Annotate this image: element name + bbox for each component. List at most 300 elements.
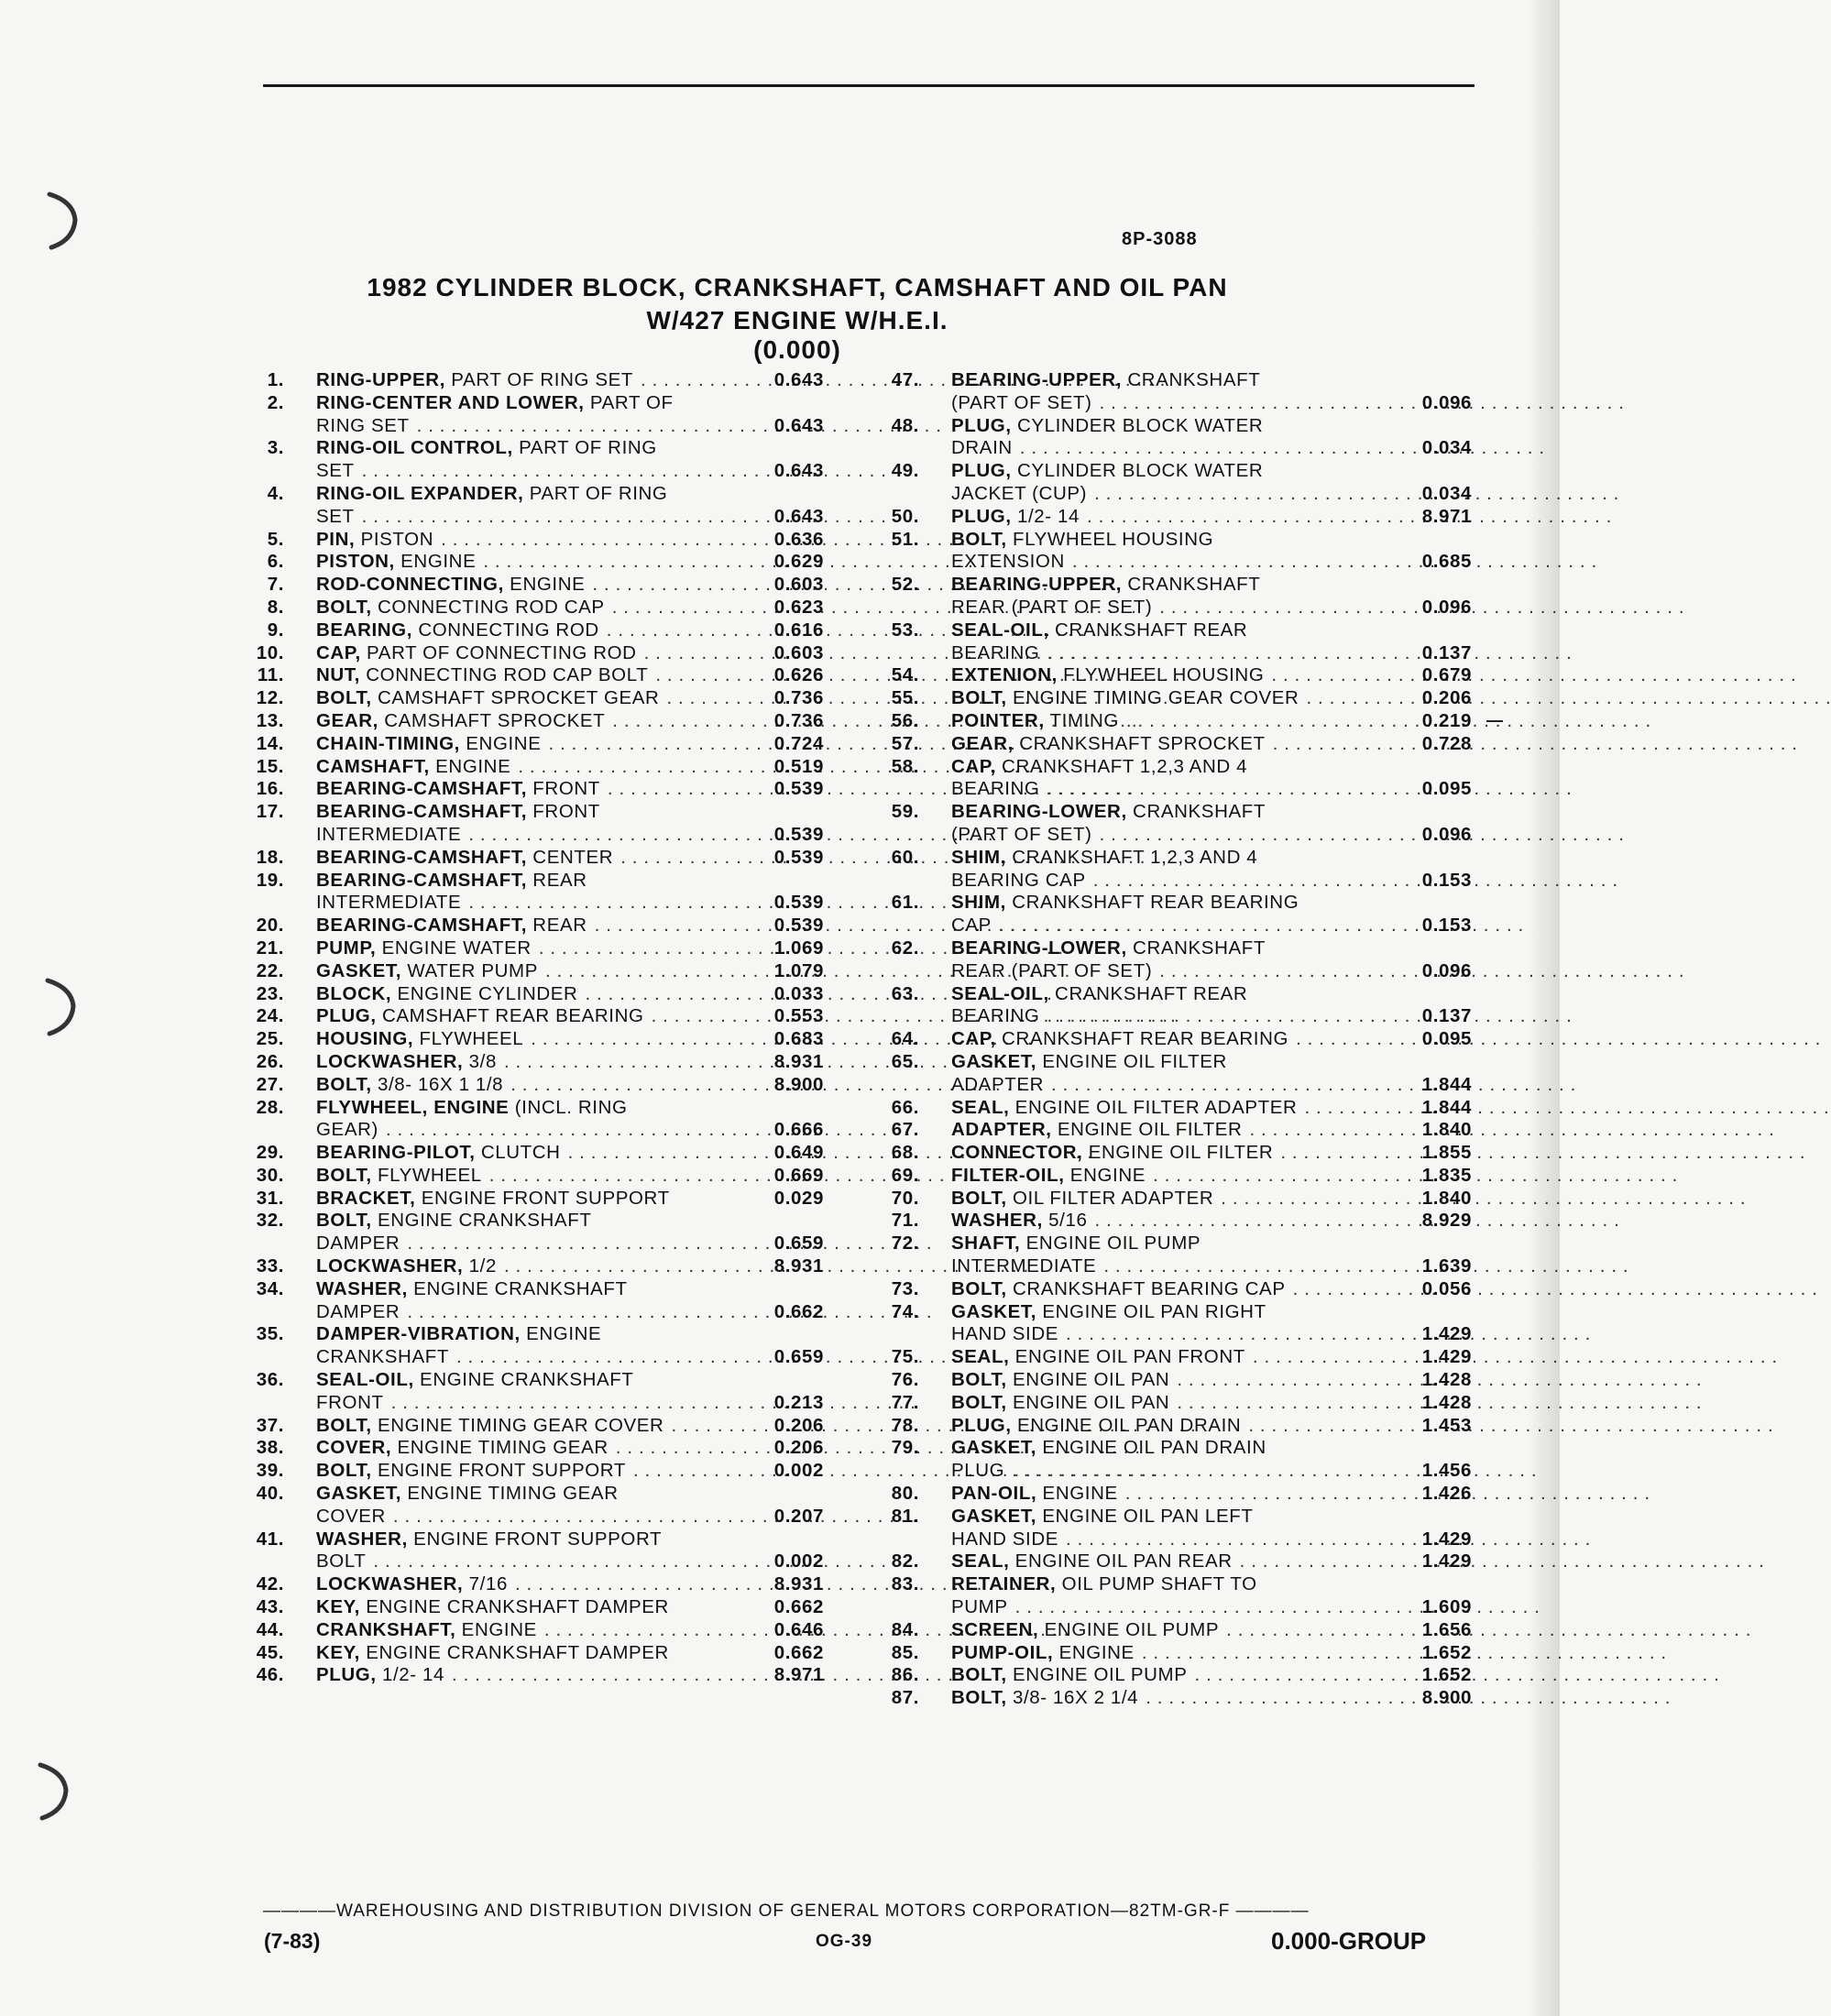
dot-leader [407,1301,932,1324]
item-part-detail: GEAR) [316,1119,378,1141]
parts-list-line [249,483,824,506]
item-part-name: BLOCK, [316,982,392,1004]
item-part-detail: PART OF CONNECTING ROD [360,641,637,663]
item-description [951,1142,1273,1165]
parts-list-item [884,1301,1472,1347]
parts-list-line [249,415,824,438]
item-group-number: 0.096 [1421,823,1472,845]
item-group-number: 1.844 [1421,1096,1472,1118]
item-number: 72. [891,1233,919,1255]
item-number: 78. [891,1414,919,1436]
parts-list-item [884,1619,1472,1642]
item-description [316,460,355,483]
item-number: 43. [256,1596,284,1618]
item-part-detail: 5/16 [1042,1210,1088,1232]
parts-list-line [249,937,824,960]
item-description [951,437,1013,460]
parts-list-item [884,1278,1472,1301]
parts-list-line [249,1369,824,1392]
item-number: 4. [267,482,284,504]
binder-hole-bottom [37,1759,71,1822]
parts-list-line [249,551,824,574]
item-number: 52. [891,574,919,596]
item-group-number: 0.002 [773,1460,824,1482]
item-description [951,1051,1227,1074]
item-group-number: 8.931 [773,1050,824,1072]
item-part-detail: CRANKSHAFT REAR BEARING [1005,892,1299,914]
item-part-name: PLUG, [951,505,1012,527]
document-number: 8P-3088 [1122,229,1198,249]
item-description [951,483,1087,506]
item-description [316,1550,366,1573]
item-description [316,1278,628,1301]
item-number: 25. [256,1028,284,1050]
item-description [951,1415,1241,1438]
parts-list-item [249,1278,824,1324]
item-number: 56. [891,709,919,731]
item-number: 8. [267,596,284,618]
item-part-name: BOLT, [316,1210,372,1232]
parts-list-line [884,870,1472,893]
item-group-number: 0.034 [1421,482,1472,504]
parts-list-item [249,1415,824,1438]
item-part-detail: ENGINE TIMING GEAR COVER [1006,687,1299,709]
parts-list-line [249,915,824,937]
parts-list-line [884,824,1472,847]
parts-list-line [884,529,1472,552]
dot-leader [1066,1528,1591,1551]
parts-list-item [884,369,1472,415]
parts-list-line [249,1596,824,1619]
parts-list-item [249,1097,824,1143]
parts-list-line [884,597,1472,619]
item-description [951,915,992,937]
item-group-number: 0.553 [773,1005,824,1027]
parts-list-item [249,1255,824,1278]
item-group-number: 1.429 [1421,1550,1472,1572]
parts-list-item [249,529,824,552]
item-part-name: SCREEN, [951,1618,1039,1640]
item-part-detail: CAP [951,915,992,937]
parts-list-line [884,687,1472,710]
parts-list-item [884,1028,1472,1051]
parts-list-line [884,710,1472,733]
item-number: 76. [891,1369,919,1391]
item-group-number: 0.736 [773,687,824,709]
item-part-detail: ENGINE [520,1323,602,1345]
item-group-number: 0.643 [773,460,824,482]
item-part-detail: ENGINE OIL FILTER [1082,1142,1274,1164]
parts-list-line [884,733,1472,756]
item-description [951,1346,1245,1369]
item-part-detail: ENGINE [459,732,542,754]
item-number: 18. [256,846,284,868]
item-part-name: BOLT, [316,1073,372,1095]
parts-list-line [249,756,824,779]
item-description [951,1483,1118,1506]
item-number: 73. [891,1277,919,1299]
item-description [316,1573,508,1596]
parts-list-line [249,574,824,597]
item-part-detail: ENGINE [503,574,586,596]
item-part-detail: ENGINE CRANKSHAFT [413,1369,634,1391]
item-part-detail: DAMPER [316,1233,400,1255]
item-description [316,915,587,937]
item-part-name: BOLT, [951,1187,1007,1209]
item-number: 84. [891,1618,919,1640]
dot-leader [1047,642,1572,665]
item-description [316,1460,626,1483]
item-group-number: 0.002 [773,1550,824,1572]
item-description [316,1301,400,1324]
item-description [951,642,1039,665]
item-description [316,1528,662,1551]
parts-list-line [249,1165,824,1188]
item-group-number: 0.206 [773,1437,824,1459]
parts-list-line [249,392,824,415]
item-group-number: 1.652 [1421,1641,1472,1663]
parts-list-item [249,710,824,733]
item-group-number: 0.669 [773,1164,824,1186]
footer-page-number: OG-39 [816,1932,873,1951]
item-group-number: 0.096 [1421,596,1472,618]
item-part-detail: CRANKSHAFT REAR [1048,982,1248,1004]
item-description [951,1165,1146,1188]
item-description [951,1119,1242,1142]
parts-list-line [249,1028,824,1051]
item-number: 49. [891,460,919,482]
item-description [316,483,667,506]
item-part-name: BEARING-UPPER, [951,369,1123,390]
parts-list-line [249,460,824,483]
item-description [316,1437,609,1460]
item-part-name: CAP, [951,1028,996,1050]
item-number: 26. [256,1050,284,1072]
parts-list-line [884,460,1472,483]
item-part-detail: CRANKSHAFT [1126,937,1266,959]
footer-group: 0.000-GROUP [1271,1927,1427,1955]
item-part-detail: HAND SIDE [951,1323,1059,1345]
item-description [951,1074,1044,1097]
item-group-number: 0.603 [773,574,824,596]
item-group-number: 0.034 [1421,437,1472,459]
item-part-detail: FLYWHEEL HOUSING [1057,664,1265,686]
parts-list-line [884,1460,1472,1483]
item-group-number: 8.929 [1421,1210,1472,1232]
item-part-detail: CONNECTING ROD [412,619,599,641]
dot-leader [1093,870,1618,893]
parts-list-item [249,551,824,574]
item-part-name: PLUG, [316,1005,377,1027]
item-description [316,1642,669,1665]
item-part-detail: ENGINE OIL PAN LEFT [1036,1505,1254,1527]
parts-list-line [884,892,1472,915]
parts-list-line [249,506,824,529]
item-part-name: EXTENION, [951,664,1058,686]
item-number: 6. [267,551,284,573]
parts-list-item [249,1165,824,1188]
parts-list-line [249,1301,824,1324]
parts-list-item [249,1573,824,1596]
item-part-name: WASHER, [316,1528,408,1550]
item-part-detail: BOLT [316,1550,367,1572]
parts-list-item [884,1188,1472,1211]
parts-list-line [249,687,824,710]
item-part-detail: INTERMEDIATE [316,823,462,845]
item-description [316,551,476,574]
item-part-name: GASKET, [951,1437,1037,1459]
item-part-name: HOUSING, [316,1028,414,1050]
parts-list-item [884,1051,1472,1097]
item-description [316,1142,561,1165]
item-part-name: FILTER-OIL, [951,1164,1065,1186]
item-number: 68. [891,1142,919,1164]
item-part-detail: RING SET [316,414,410,436]
item-part-detail: 1/2 [463,1255,497,1277]
item-part-detail: ENGINE OIL PUMP [1038,1618,1220,1640]
item-description [951,1573,1257,1596]
item-part-detail: ENGINE OIL FILTER ADAPTER [1009,1096,1298,1118]
parts-list-item [884,506,1472,529]
item-group-number: 0.659 [773,1233,824,1255]
item-part-detail: REAR (PART OF SET) [951,959,1153,981]
item-part-name: PLUG, [951,1414,1012,1436]
parts-list-line [884,1687,1472,1710]
item-description [951,1460,1004,1483]
item-description [316,983,577,1006]
item-description [316,1619,537,1642]
item-description [951,1188,1213,1211]
item-description [951,847,1257,870]
item-number: 24. [256,1005,284,1027]
item-number: 13. [256,709,284,731]
item-group-number: 0.659 [773,1346,824,1368]
item-part-detail: (PART OF SET) [951,823,1092,845]
item-number: 12. [256,687,284,709]
item-description [951,687,1299,710]
item-part-detail: PART OF RING [523,482,668,504]
item-part-name: CHAIN-TIMING, [316,732,460,754]
item-group-number: 8.900 [773,1073,824,1095]
item-number: 82. [891,1550,919,1572]
parts-list-item [884,1233,1472,1278]
item-group-number: 0.629 [773,551,824,573]
item-part-detail: ENGINE OIL PAN REAR [1009,1550,1233,1572]
parts-list-item [249,960,824,983]
parts-list-line [249,1233,824,1255]
footer-date: (7-83) [264,1929,321,1953]
item-group-number: 0.666 [773,1119,824,1141]
item-description [951,1233,1201,1255]
item-description [316,847,613,870]
item-number: 41. [256,1528,284,1550]
dot-leader [417,415,942,438]
item-part-detail: ENGINE [429,755,511,777]
item-description [951,1301,1266,1324]
item-part-detail: ENGINE CRANKSHAFT [371,1210,592,1232]
item-group-number: 0.056 [1421,1277,1472,1299]
item-group-number: 0.137 [1421,1005,1472,1027]
item-number: 61. [891,892,919,914]
item-part-name: GASKET, [951,1300,1037,1322]
item-number: 31. [256,1187,284,1209]
parts-list-line [884,1369,1472,1392]
item-description [316,1369,634,1392]
parts-list-line [884,937,1472,960]
item-part-name: RING-OIL EXPANDER, [316,482,524,504]
item-part-detail: BEARING CAP [951,869,1086,891]
parts-list-line [249,437,824,460]
item-number: 63. [891,982,919,1004]
item-group-number: 0.643 [773,414,824,436]
item-description [951,369,1260,392]
item-description [316,1483,619,1506]
item-group-number: 0.643 [773,369,824,390]
item-part-detail: ENGINE OIL PUMP [1006,1664,1188,1686]
item-description [951,619,1247,642]
item-group-number: 0.033 [773,982,824,1004]
item-group-number: 0.095 [1421,1028,1472,1050]
parts-list-item [884,664,1472,687]
parts-list-item [249,983,824,1006]
item-part-detail: PISTON [355,528,434,550]
item-part-detail: JACKET (CUP) [951,482,1088,504]
parts-list-item [884,1573,1472,1619]
parts-list-line [884,983,1472,1006]
item-description [951,529,1213,552]
item-number: 58. [891,755,919,777]
item-part-detail: INTERMEDIATE [316,892,462,914]
dot-leader [1271,664,1796,687]
item-part-detail: 3/8- 16X 1 1/8 [371,1073,504,1095]
item-group-number: 0.679 [1421,664,1472,686]
item-part-name: BEARING-CAMSHAFT, [316,915,527,937]
item-part-detail: REAR (PART OF SET) [951,596,1153,618]
item-description [316,1005,644,1028]
parts-list-line [249,847,824,870]
item-part-detail: ENGINE [394,551,477,573]
parts-list-line [249,1210,824,1233]
item-part-detail: ENGINE OIL PAN RIGHT [1036,1300,1266,1322]
item-part-name: CRANKSHAFT, [316,1618,456,1640]
item-part-detail: CRANKSHAFT 1,2,3 AND 4 [995,755,1248,777]
item-part-detail: ENGINE CRANKSHAFT [407,1277,628,1299]
parts-list-item [249,1483,824,1528]
item-number: 85. [891,1641,919,1663]
parts-list-line [884,1097,1472,1120]
parts-list-line [249,1005,824,1028]
item-part-name: CONNECTOR, [951,1142,1083,1164]
item-part-name: BOLT, [951,1391,1007,1413]
item-part-detail: CYLINDER BLOCK WATER [1011,414,1264,436]
item-number: 48. [891,414,919,436]
item-part-detail: HAND SIDE [951,1528,1059,1550]
item-part-name: SEAL-OIL, [951,982,1049,1004]
item-part-detail: FRONT [527,778,600,800]
parts-list-line [884,1278,1472,1301]
parts-list-item [884,756,1472,802]
item-part-name: PLUG, [951,414,1012,436]
item-group-number: 0.539 [773,778,824,800]
parts-list-line [249,529,824,552]
item-number: 55. [891,687,919,709]
item-part-name: GASKET, [951,1505,1037,1527]
item-group-number: 0.539 [773,846,824,868]
item-group-number: 0.207 [773,1505,824,1527]
parts-list-item [884,1210,1472,1233]
item-description [951,1596,1008,1619]
item-part-detail: TIMING [1044,709,1119,731]
item-part-detail: CONNECTING ROD CAP [371,596,605,618]
parts-list-item [884,574,1472,619]
item-description [316,1188,670,1211]
parts-list-line [884,437,1472,460]
item-description [951,983,1247,1006]
dot-leader [1094,1210,1619,1233]
parts-list-item [249,1664,824,1687]
item-number: 38. [256,1437,284,1459]
item-part-detail: REAR [527,869,587,891]
item-part-detail: DAMPER [316,1300,400,1322]
item-part-name: BOLT, [951,1664,1007,1686]
item-part-detail: CRANKSHAFT [316,1346,449,1368]
item-part-detail: ENGINE OIL PAN DRAIN [1036,1437,1266,1459]
parts-list-item [884,529,1472,575]
item-description [951,937,1266,960]
parts-list-line [249,1619,824,1642]
item-part-name: RING-UPPER, [316,369,446,390]
item-number: 59. [891,801,919,823]
parts-list-item [249,1460,824,1483]
parts-list-item [884,1142,1472,1165]
item-description [316,1233,400,1255]
item-number: 46. [256,1664,284,1686]
item-description [951,1642,1135,1665]
parts-list-item [249,1074,824,1097]
parts-list-item [884,687,1472,710]
item-group-number: 0.636 [773,528,824,550]
item-group-number: 0.219 [1421,709,1472,731]
dot-leader [1047,1005,1572,1028]
dot-leader [1087,506,1612,529]
item-number: 35. [256,1323,284,1345]
item-description [316,1392,384,1415]
item-part-name: BOLT, [316,687,372,709]
item-number: 45. [256,1641,284,1663]
item-part-detail: ENGINE CYLINDER [391,982,578,1004]
parts-list-line [249,1097,824,1120]
item-description [316,529,433,552]
dot-leader [407,1233,932,1255]
parts-list-item [884,983,1472,1029]
item-part-name: GASKET, [316,1483,402,1505]
parts-list-item [249,687,824,710]
item-description [316,870,587,893]
item-description [316,892,461,915]
item-description [951,870,1086,893]
item-part-detail: ENGINE [1053,1641,1135,1663]
item-part-name: PAN-OIL, [951,1483,1037,1505]
item-group-number: 1.456 [1421,1460,1472,1482]
item-group-number: 1.079 [773,959,824,981]
parts-list-item [884,801,1472,847]
item-part-name: BOLT, [951,1687,1007,1709]
item-description [951,664,1264,687]
item-description [951,415,1263,438]
item-part-detail: SET [316,460,355,482]
parts-list-line [884,915,1472,937]
item-part-detail: ENGINE OIL FILTER [1036,1050,1227,1072]
